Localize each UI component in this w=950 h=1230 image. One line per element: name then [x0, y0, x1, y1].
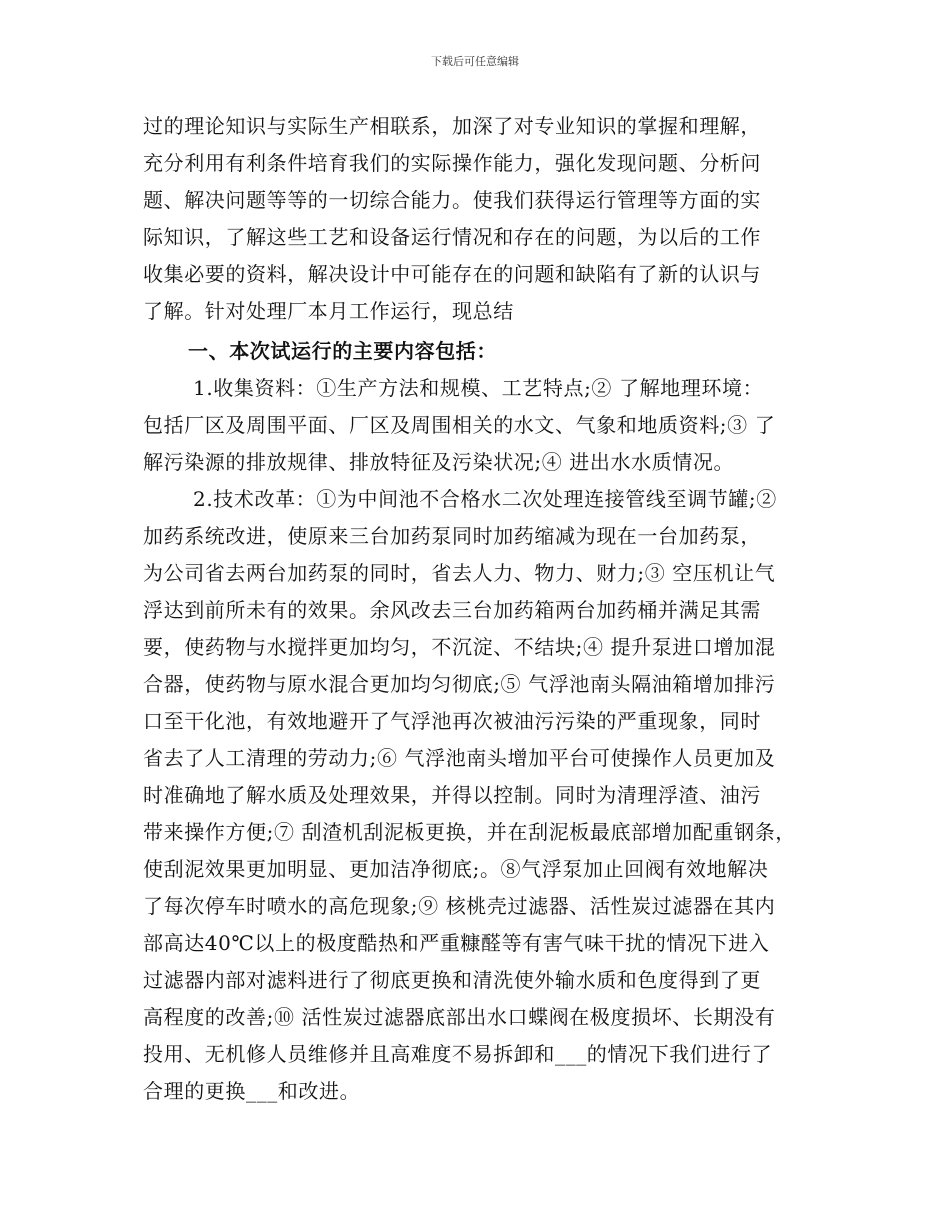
text-line: 2.技术改革：①为中间池不合格水二次处理连接管线至调节罐;② [193, 487, 777, 511]
text-line: 题、解决问题等等的一切综合能力。使我们获得运行管理等方面的实 [143, 188, 761, 212]
text-line: 合器，使药物与原水混合更加均匀彻底;⑤ 气浮池南头隔油箱增加排污 [143, 672, 776, 696]
text-line: 带来操作方便;⑦ 刮渣机刮泥板更换，并在刮泥板最底部增加配重钢条， [143, 820, 796, 844]
text-line: 收集必要的资料，解决设计中可能存在的问题和缺陷有了新的认识与 [143, 262, 761, 286]
text-line: 省去了人工清理的劳动力;⑥ 气浮池南头增加平台可使操作人员更加及 [143, 746, 776, 770]
text-line: 加药系统改进，使原来三台加药泵同时加药缩减为现在一台加药泵， [143, 524, 761, 548]
text-line: 合理的更换___和改进。 [143, 1079, 361, 1103]
section-heading: 一、本次试运行的主要内容包括： [188, 339, 497, 363]
text-line: 部高达40℃以上的极度酷热和严重糠醛等有害气味干扰的情况下进入 [143, 931, 770, 955]
text-line: 过的理论知识与实际生产相联系，加深了对专业知识的掌握和理解， [143, 114, 761, 138]
text-line: 投用、无机修人员维修并且高难度不易拆卸和___的情况下我们进行了 [143, 1042, 773, 1066]
text-line: 解污染源的排放规律、排放特征及污染状况;④ 进出水水质情况。 [143, 450, 735, 474]
page-header: 下载后可任意编辑 [431, 55, 519, 68]
text-line: 使刮泥效果更加明显、更加洁净彻底;。⑧气浮泵加止回阀有效地解决 [143, 857, 769, 881]
text-line: 时准确地了解水质及处理效果，并得以控制。同时为清理浮渣、油污 [143, 783, 761, 807]
text-line: 过滤器内部对滤料进行了彻底更换和清洗使外输水质和色度得到了更 [143, 968, 761, 992]
text-line: 1.收集资料：①生产方法和规模、工艺特点;② 了解地理环境： [193, 376, 764, 400]
text-line: 充分利用有利条件培育我们的实际操作能力，强化发现问题、分析问 [143, 151, 761, 175]
text-line: 为公司省去两台加药泵的同时，省去人力、物力、财力;③ 空压机让气 [143, 561, 776, 585]
text-line: 了每次停车时喷水的高危现象;⑨ 核桃壳过滤器、活性炭过滤器在其内 [143, 894, 776, 918]
text-line: 浮达到前所未有的效果。余风改去三台加药箱两台加药桶并满足其需 [143, 598, 761, 622]
text-line: 包括厂区及周围平面、厂区及周围相关的水文、气象和地质资料;③ 了 [143, 413, 776, 437]
text-line: 高程度的改善;⑩ 活性炭过滤器底部出水口蝶阀在极度损坏、长期没有 [143, 1005, 776, 1029]
text-line: 口至干化池，有效地避开了气浮池再次被油污污染的严重现象，同时 [143, 709, 761, 733]
text-line: 了解。针对处理厂本月工作运行，现总结 [143, 299, 514, 323]
text-line: 际知识，了解这些工艺和设备运行情况和存在的问题，为以后的工作 [143, 225, 761, 249]
text-line: 要，使药物与水搅拌更加均匀，不沉淀、不结块;④ 提升泵进口增加混 [143, 635, 776, 659]
